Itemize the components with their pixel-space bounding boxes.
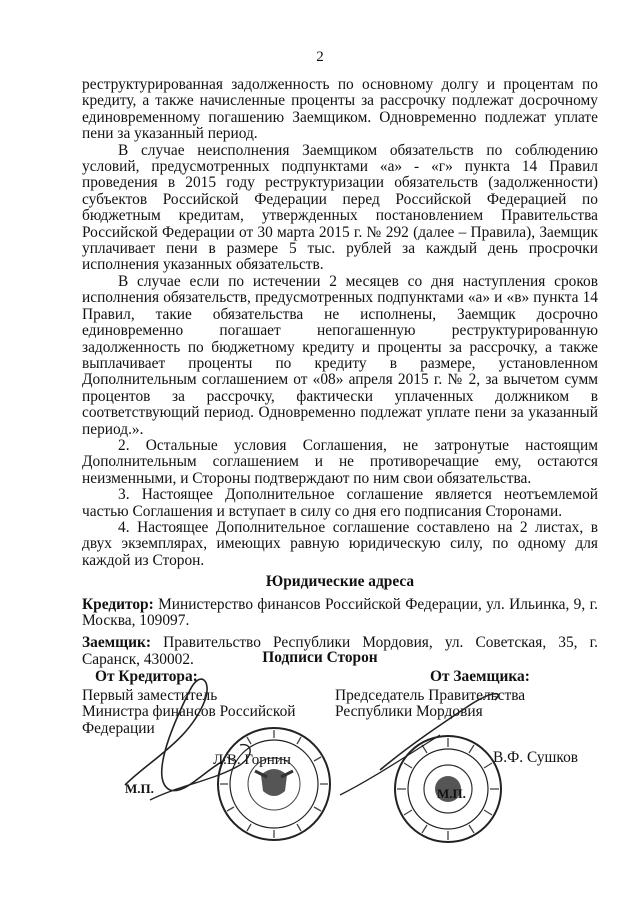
creditor-seal xyxy=(215,725,333,843)
creditor-signer-name: Л.В. Горнин xyxy=(213,752,291,768)
borrower-position xyxy=(335,688,525,721)
borrower-label: Заемщик: xyxy=(82,634,151,652)
legal-addresses-heading: Юридические адреса xyxy=(265,573,415,591)
creditor-address xyxy=(82,597,598,630)
paragraph-2: В случае неисполнения Заемщиком обязательств по соблюдению условий, предусмотренных подпунктами «а» - «г» пункта 14 Правил проведения в 2015 году реструктуризации обязательств (задолженности) субъектов Российской Федерации перед Российской Федерацией по бюджетным кредитам, утвержденных постановлением Правительства Российской Федерации от 30 марта 2015 г. № 292 (далее – Правила), Заемщик уплачивает пени в размере 5 тыс. рублей за каждый день просрочки исполнения указанных обязательств. xyxy=(82,141,598,274)
document-body xyxy=(82,77,598,668)
paragraph-4: 2. Остальные условия Соглашения, не затронутые настоящим Дополнительным соглашением и не противоречащие ему, остаются неизменными, и Стороны подтверждают по ним свои обязательства. xyxy=(82,436,598,487)
borrower-position-line-1: Председатель Правительства xyxy=(335,687,526,704)
borrower-mp: М.П. xyxy=(437,786,466,801)
creditor-position-line-3: Федерации xyxy=(82,719,155,737)
signatures-heading: Подписи Сторон xyxy=(262,649,378,666)
paragraph-3: В случае если по истечении 2 месяцев со дня наступления сроков исполнения обязательств, предусмотренных подпунктами «а» и «в» пункта 14 Правил, такие обязательства не исполнены, Заемщик досрочно единовременно погашает непогашенную реструктурированную задолженность по бюджетному кредиту и проценты за рассрочку, а также выплачивает проценты по кредиту в размере, установленном Дополнительным соглашением от «08» апреля 2015 г. № 2, за вычетом сумм процентов за рассрочку, фактически уплаченных должником в соответствующий период. Одновременно подлежат уплате пени за указанный период.». xyxy=(82,272,598,438)
creditor-label: Кредитор: xyxy=(82,595,154,613)
creditor-position-line-2: Министра финансов Российской xyxy=(82,703,296,721)
creditor-side-label: От Кредитора: xyxy=(95,668,198,685)
creditor-address-text: Министерство финансов Российской Федерации, ул. Ильинка, 9, г. Москва, 109097. xyxy=(82,595,598,629)
borrower-address-text: Правительство Республики Мордовия, ул. Советская, 35, г. Саранск, 430002. xyxy=(82,634,598,668)
creditor-position-line-1: Первый заместитель xyxy=(82,687,218,704)
paragraph-5: 3. Настоящее Дополнительное соглашение является неотъемлемой частью Соглашения и вступает в силу со дня его подписания Сторонами. xyxy=(82,486,598,520)
paragraph-1: реструктурированная задолженность по основному долгу и процентам по кредиту, а также начисленные проценты за рассрочку подлежат досрочному единовременному погашению Заемщиком. Одновременно подлежат уплате пени за указанный период. xyxy=(82,76,598,143)
borrower-signer-name: В.Ф. Сушков xyxy=(493,749,579,766)
borrower-position-line-2: Республики Мордовия xyxy=(335,703,483,721)
creditor-mp: М.П. xyxy=(125,781,154,796)
borrower-side-label: От Заемщика: xyxy=(430,668,530,685)
paragraph-6: 4. Настоящее Дополнительное соглашение составлено на 2 листах, в двух экземплярах, имеющих равную юридическую силу, по одному для каждой из Сторон. xyxy=(82,518,598,569)
page-number: 2 xyxy=(316,49,324,65)
